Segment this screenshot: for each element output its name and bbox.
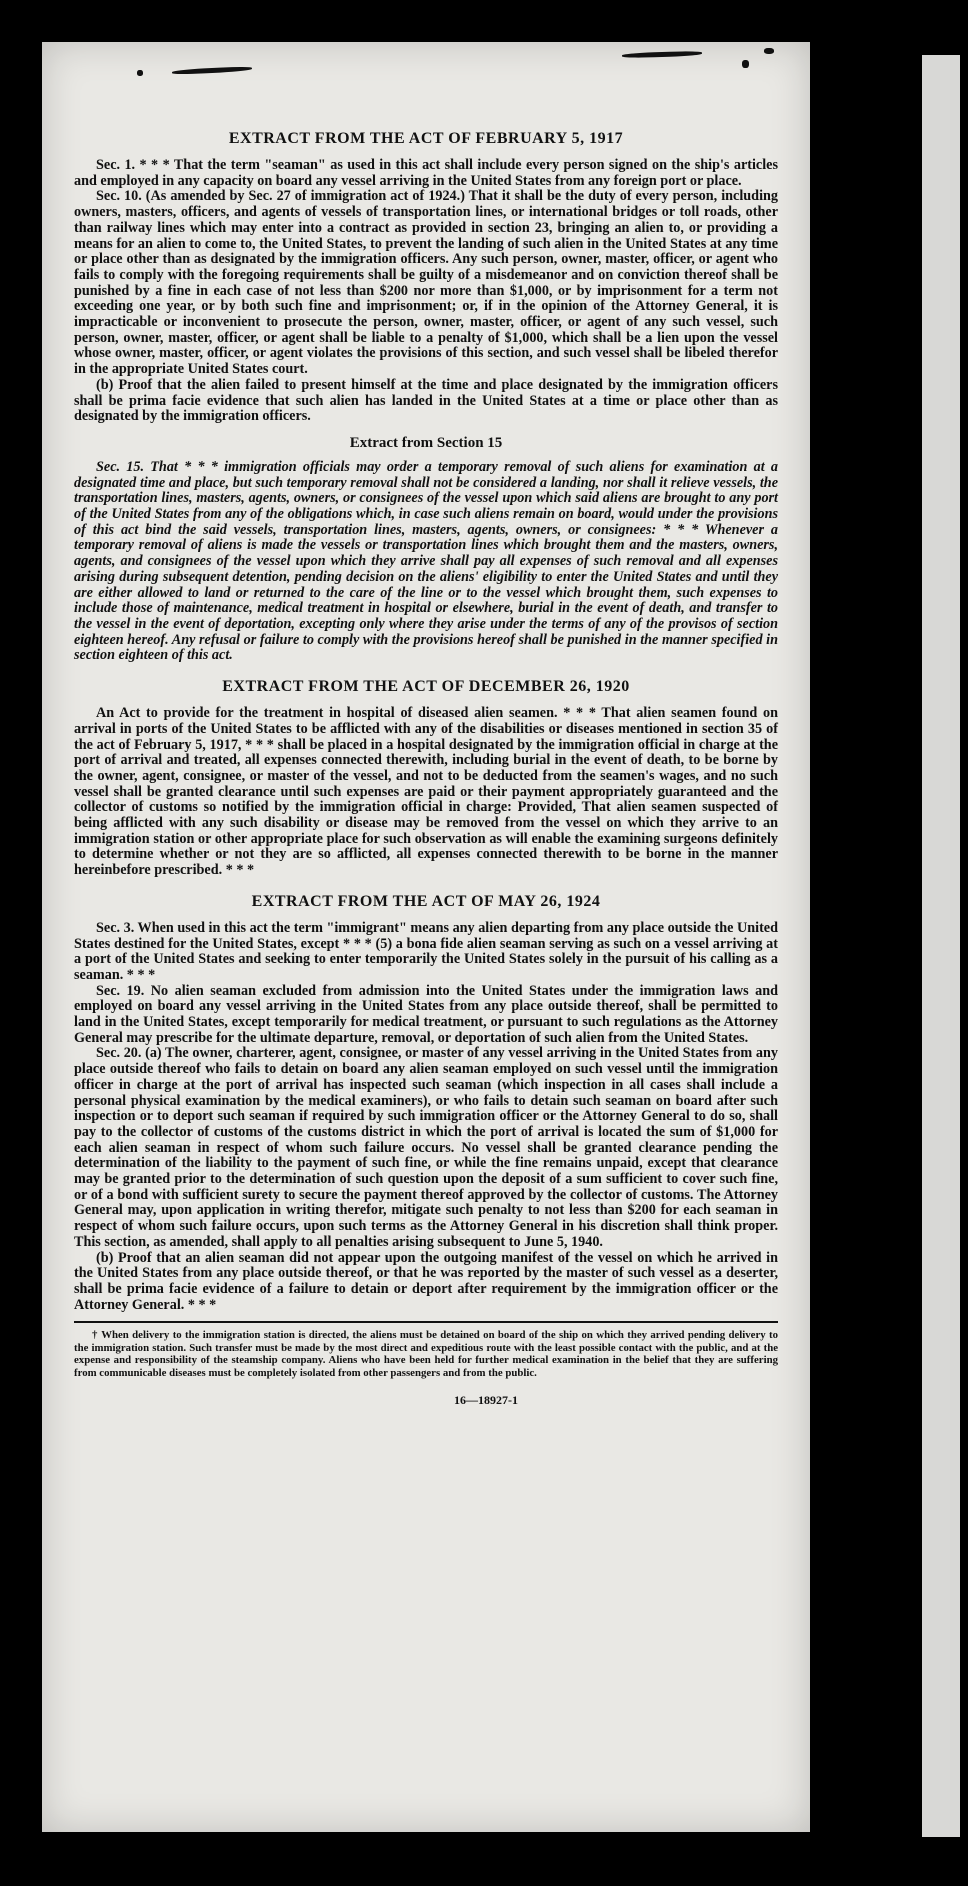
paragraph-sec-3: Sec. 3. When used in this act the term "immigrant" means any alien departing from any place outside the United States destined for the United States, except * * * (5) a bona fide alien seaman serving as such on a vessel arriving at a port of the United States and seeking to enter temporarily the United States solely in the pursuit of his calling as a seaman. * * * (74, 919, 778, 983)
paragraph-sec-1: Sec. 1. * * * That the term "seaman" as used in this act shall include every person signed on the ship's articles and employed in any capacity on board any vessel arriving in the United States from any foreign port or place. (74, 157, 778, 189)
scan-smudge (742, 60, 749, 68)
paragraph-sec-20-a: Sec. 20. (a) The owner, charterer, agent, consignee, or master of any vessel arriving in the United States from any place outside thereof who fails to detain on board any alien seaman employed on such vessel until the immigration officer in charge at the port of arrival has inspected such seaman (which inspection in all cases shall include a personal physical examination by the medical examiners), or who fails to detain such seaman on board after such inspection or to deport such seaman if required by such immigration officer or the Attorney General to do so, shall pay to the collector of customs of the customs district in which the port of arrival is located the sum of $1,000 for each alien seaman in respect of whom such failure occurs. No vessel shall be granted clearance pending the determination of the liability to the payment of such fine, or while the fine remains unpaid, except that clearance may be granted prior to the determination of such question upon the deposit of a sum sufficient to cover such fine, or of a bond with sufficient surety to secure the payment thereof approved by the collector of customs. The Attorney General may, upon application in writing therefor, mitigate such penalty to not less than $200 for each seaman in respect of whom such failure occurs, upon such terms as the Attorney General in his discretion shall think proper. This section, as amended, shall apply to all penalties arising subsequent to June 5, 1940. (74, 1045, 778, 1250)
heading-act-1917: EXTRACT FROM THE ACT OF FEBRUARY 5, 1917 (228, 130, 624, 147)
paragraph-sec-19: Sec. 19. No alien seaman excluded from admission into the United States under the immigration laws and employed on board any vessel arriving in the United States from any place outside thereof, shall be permitted to land in the United States, except temporarily for medical treatment, or pursuant to such regulations as the Attorney General may prescribe for the ultimate departure, removal, or deportation of such alien from the United States. (74, 982, 778, 1046)
footnote-text: † When delivery to the immigration station is directed, the aliens must be detained on board of the ship on which they arrived pending delivery to the immigration station. Such transfer must be made by the most direct and expeditious route with the least possible contact with the public, and at the expense and responsibility of the steamship company. Aliens who have been held for further medical examination in the belief that they are suffering from communicable diseases must be completely isolated from other passengers and from the public. (74, 1329, 778, 1379)
document-text (74, 116, 778, 1408)
heading-act-1924: EXTRACT FROM THE ACT OF MAY 26, 1924 (251, 892, 601, 910)
paragraph-sec-10-b: (b) Proof that the alien failed to present himself at the time and place designated by the immigration officers shall be prima facie evidence that such alien has landed in the United States at a time or place other than as designated by the immigration officers. (74, 376, 778, 425)
print-code: 16—18927-1 (454, 1393, 518, 1408)
paragraph-sec-10: Sec. 10. (As amended by Sec. 27 of immigration act of 1924.) That it shall be the duty of every person, including owners, masters, officers, and agents of vessels of transportation lines, or international bridges or toll roads, other than railway lines which may enter into a contract as provided in section 23, bringing an alien to, or providing a means for an alien to come to, the United States, to prevent the landing of such alien in the United States at any time or place other than as designated by the immigration officers. Any such person, owner, master, officer, or agent who fails to comply with the foregoing requirements shall be guilty of a misdemeanor and on conviction thereof shall be punished by a fine in each case of not less than $200 nor more than $1,000, or by imprisonment for a term not exceeding one year, or by both such fine and imprisonment; or, if in the opinion of the Attorney General, it is impracticable or inconvenient to prosecute the person, owner, master, officer, or agent of any such vessel, such person, owner, master, officer, or agent shall be liable to a penalty of $1,000, which shall be a lien upon the vessel whose owner, master, officer, or agent violates the provisions of this section, and such vessel shall be libeled therefor in the appropriate United States court. (74, 188, 778, 378)
footnote (74, 1321, 778, 1379)
paragraph-sec-15: Sec. 15. That * * * immigration officials may order a temporary removal of such aliens for examination at a designated time and place, but such temporary removal shall not be considered a landing, nor shall it relieve vessels, the transportation lines, masters, agents, owners, or consignees of the vessel upon which said aliens are brought to any port of the United States from any of the obligations which, in case such aliens remain on board, would under the provisions of this act bind the said vessels, transportation lines, masters, agents, owners, or consignees: * * * Whenever a temporary removal of aliens is made the vessels or transportation lines which brought them and the masters, owners, agents, and consignees of the vessel upon which they arrive shall pay all expenses of such removal and all expenses arising during subsequent detention, pending decision on the aliens' eligibility to enter the United States and until they are either allowed to land or returned to the care of the line or to the vessel which brought them, such expenses to include those of maintenance, medical treatment in hospital or elsewhere, burial in the event of death, and transfer to the vessel in the event of deportation, excepting only where they arise under the terms of any of the provisos of section eighteen hereof. Any refusal or failure to comply with the provisions hereof shall be punished in the manner specified in section eighteen of this act. (74, 458, 778, 664)
paragraph-sec-20-b: (b) Proof that an alien seaman did not appear upon the outgoing manifest of the vessel on which he arrived in the United States from any place outside thereof, or that he was reported by the master of such vessel as a deserter, shall be prima facie evidence of a failure to detain or deport after requirement by the immigration officer or the Attorney General. * * * (74, 1249, 778, 1313)
scan-smudge (764, 48, 774, 54)
paragraph-act-1920: An Act to provide for the treatment in hospital of diseased alien seamen. * * * That alien seamen found on arrival in ports of the United States to be afflicted with any of the disabilities or diseases mentioned in section 35 of the act of February 5, 1917, * * * shall be placed in a hospital designated by the immigration official in charge at the port of arrival and treated, all expenses connected therewith, including burial in the event of death, to be borne by the owner, agent, consignee, or master of the vessel, and not to be deducted from the seamen's wages, and no such vessel shall be granted clearance until such expenses are paid or their payment appropriately guaranteed and the collector of customs so notified by the immigration official in charge: Provided, That alien seamen suspected of being afflicted with any such disability or disease may be removed from the vessel on which they arrive to an immigration station or other appropriate place for such observation as will enable the examining surgeons definitely to determine whether or not they are so afflicted, all expenses connected therewith to be borne in the manner hereinbefore prescribed. * * * (74, 705, 778, 879)
heading-act-1920: EXTRACT FROM THE ACT OF DECEMBER 26, 1920 (222, 678, 630, 696)
adjacent-page-edge (922, 55, 960, 1837)
scan-smudge (137, 70, 143, 76)
scan-smudge (172, 66, 252, 75)
scan-smudge (622, 51, 702, 59)
document-page (42, 42, 810, 1832)
heading-section-15: Extract from Section 15 (349, 434, 503, 451)
